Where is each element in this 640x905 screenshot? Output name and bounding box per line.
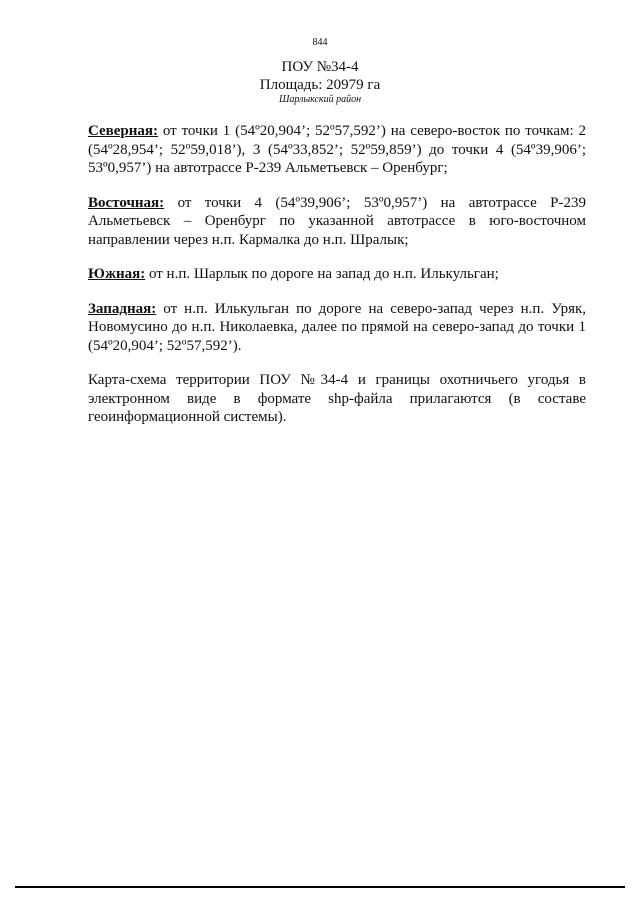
south-text: от н.п. Шарлык по дороге на запад до н.п. Илькульган; (148, 266, 499, 282)
boundary-description (88, 122, 586, 443)
east-boundary (88, 194, 586, 250)
west-label: Западная: (88, 300, 157, 317)
north-text: от точки 1 (54º20,904’; 52º57,592’) на северо-восток по точкам: 2 (54º28,954’; 52º59,018’), 3 (54º33,852’; 52º59,859’) до точки 4 (54º39,906’; 53º0,957’) на автотрассе Р-239 Альметьевск – Оренбург; (88, 123, 586, 176)
north-label: Северная: (88, 123, 159, 139)
east-text: от точки 4 (54º39,906’; 53º0,957’) на автотрассе Р-239 Альметьевск – Оренбург по указанной автотрассе в юго-восточном направлении через н.п. Кармалка до н.п. Шралык; (88, 194, 586, 248)
south-boundary (88, 265, 586, 284)
east-label: Восточная: (88, 194, 165, 211)
page-number: 844 (312, 37, 328, 48)
map-note: Карта-схема территории ПОУ №34-4 и границы охотничьего угодья в электронном виде в формате shp-файла прилагаются (в составе геоинформационной системы). (88, 372, 586, 425)
north-boundary (88, 122, 586, 178)
south-label: Южная: (88, 266, 146, 282)
west-boundary (88, 300, 586, 356)
bottom-divider (15, 886, 625, 888)
west-text: от н.п. Илькульган по дороге на северо-запад через н.п. Уряк, Новомусино до н.п. Николаевка, далее по прямой на северо-запад до точки 1 (54º20,904’; 52º57,592’). (88, 300, 587, 354)
document-title: ПОУ №34-4 (281, 59, 359, 75)
district-name: Шарлыкский район (278, 94, 362, 105)
area-line: Площадь: 20979 га (259, 77, 381, 93)
document-header (0, 58, 640, 106)
